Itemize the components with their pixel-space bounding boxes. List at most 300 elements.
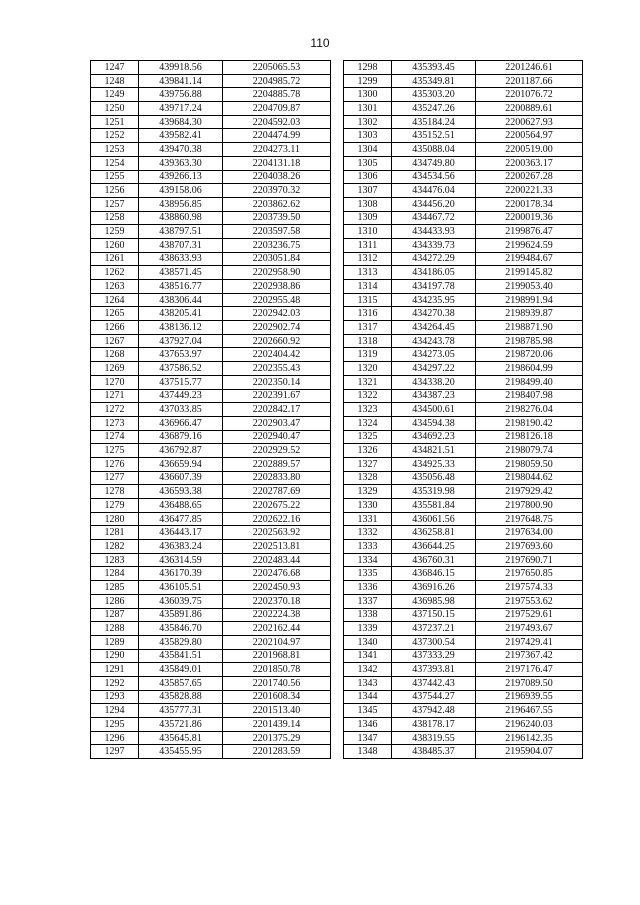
y-coordinate-cell: 2203739.50 — [223, 211, 331, 225]
y-coordinate-cell: 2200178.34 — [476, 197, 583, 211]
table-row — [344, 184, 583, 198]
table-row — [91, 622, 331, 636]
x-coordinate-cell: 434387.23 — [392, 389, 476, 403]
point-number-cell: 1296 — [91, 731, 139, 745]
y-coordinate-cell: 2198044.62 — [476, 471, 583, 485]
y-coordinate-cell: 2199876.47 — [476, 225, 583, 239]
x-coordinate-cell: 436879.16 — [139, 430, 223, 444]
y-coordinate-cell: 2200889.61 — [476, 102, 583, 116]
x-coordinate-cell: 436916.26 — [392, 581, 476, 595]
x-coordinate-cell: 434339.73 — [392, 238, 476, 252]
x-coordinate-cell: 435581.84 — [392, 499, 476, 513]
table-row — [344, 745, 583, 759]
table-row — [91, 649, 331, 663]
point-number-cell: 1267 — [91, 334, 139, 348]
x-coordinate-cell: 436105.51 — [139, 581, 223, 595]
table-row — [344, 170, 583, 184]
point-number-cell: 1326 — [344, 444, 392, 458]
x-coordinate-cell: 438319.55 — [392, 731, 476, 745]
x-coordinate-cell: 439266.13 — [139, 170, 223, 184]
table-row — [344, 266, 583, 280]
y-coordinate-cell: 2202370.18 — [223, 594, 331, 608]
point-number-cell: 1316 — [344, 307, 392, 321]
y-coordinate-cell: 2202787.69 — [223, 485, 331, 499]
table-row — [344, 225, 583, 239]
point-number-cell: 1323 — [344, 403, 392, 417]
y-coordinate-cell: 2201513.40 — [223, 704, 331, 718]
point-number-cell: 1334 — [344, 553, 392, 567]
table-row — [91, 690, 331, 704]
point-number-cell: 1258 — [91, 211, 139, 225]
table-row — [91, 375, 331, 389]
table-row — [344, 389, 583, 403]
x-coordinate-cell: 435829.80 — [139, 635, 223, 649]
x-coordinate-cell: 435088.04 — [392, 143, 476, 157]
point-number-cell: 1306 — [344, 170, 392, 184]
table-row — [91, 307, 331, 321]
y-coordinate-cell: 2202929.52 — [223, 444, 331, 458]
y-coordinate-cell: 2197367.42 — [476, 649, 583, 663]
table-row — [344, 74, 583, 88]
table-row — [344, 663, 583, 677]
y-coordinate-cell: 2197693.60 — [476, 540, 583, 554]
x-coordinate-cell: 437300.54 — [392, 635, 476, 649]
x-coordinate-cell: 436258.81 — [392, 526, 476, 540]
coordinates-table-right — [343, 60, 583, 759]
point-number-cell: 1299 — [344, 74, 392, 88]
point-number-cell: 1273 — [91, 416, 139, 430]
x-coordinate-cell: 435184.24 — [392, 115, 476, 129]
table-row — [344, 102, 583, 116]
point-number-cell: 1266 — [91, 321, 139, 335]
point-number-cell: 1257 — [91, 197, 139, 211]
y-coordinate-cell: 2201375.29 — [223, 731, 331, 745]
point-number-cell: 1279 — [91, 499, 139, 513]
point-number-cell: 1290 — [91, 649, 139, 663]
table-row — [91, 61, 331, 75]
x-coordinate-cell: 438306.44 — [139, 293, 223, 307]
y-coordinate-cell: 2195904.07 — [476, 745, 583, 759]
table-row — [91, 526, 331, 540]
y-coordinate-cell: 2202391.67 — [223, 389, 331, 403]
table-row — [91, 457, 331, 471]
point-number-cell: 1300 — [344, 88, 392, 102]
table-row — [344, 211, 583, 225]
y-coordinate-cell: 2197648.75 — [476, 512, 583, 526]
table-row — [91, 745, 331, 759]
x-coordinate-cell: 434500.61 — [392, 403, 476, 417]
x-coordinate-cell: 436039.75 — [139, 594, 223, 608]
table-row — [91, 430, 331, 444]
table-row — [344, 581, 583, 595]
table-row — [91, 635, 331, 649]
point-number-cell: 1320 — [344, 362, 392, 376]
table-row — [344, 252, 583, 266]
point-number-cell: 1325 — [344, 430, 392, 444]
y-coordinate-cell: 2204885.78 — [223, 88, 331, 102]
point-number-cell: 1261 — [91, 252, 139, 266]
x-coordinate-cell: 439363.30 — [139, 156, 223, 170]
x-coordinate-cell: 435777.31 — [139, 704, 223, 718]
point-number-cell: 1277 — [91, 471, 139, 485]
table-row — [91, 362, 331, 376]
y-coordinate-cell: 2204985.72 — [223, 74, 331, 88]
point-number-cell: 1332 — [344, 526, 392, 540]
table-row — [344, 731, 583, 745]
table-row — [344, 293, 583, 307]
y-coordinate-cell: 2197929.42 — [476, 485, 583, 499]
x-coordinate-cell: 434264.45 — [392, 321, 476, 335]
x-coordinate-cell: 439470.38 — [139, 143, 223, 157]
y-coordinate-cell: 2197429.41 — [476, 635, 583, 649]
point-number-cell: 1289 — [91, 635, 139, 649]
x-coordinate-cell: 437150.15 — [392, 608, 476, 622]
point-number-cell: 1321 — [344, 375, 392, 389]
point-number-cell: 1276 — [91, 457, 139, 471]
table-row — [344, 143, 583, 157]
point-number-cell: 1304 — [344, 143, 392, 157]
y-coordinate-cell: 2198079.74 — [476, 444, 583, 458]
table-row — [91, 444, 331, 458]
x-coordinate-cell: 436593.38 — [139, 485, 223, 499]
y-coordinate-cell: 2197089.50 — [476, 676, 583, 690]
x-coordinate-cell: 436607.39 — [139, 471, 223, 485]
x-coordinate-cell: 434476.04 — [392, 184, 476, 198]
y-coordinate-cell: 2202675.22 — [223, 499, 331, 513]
y-coordinate-cell: 2203862.62 — [223, 197, 331, 211]
y-coordinate-cell: 2202955.48 — [223, 293, 331, 307]
x-coordinate-cell: 439756.88 — [139, 88, 223, 102]
table-row — [91, 293, 331, 307]
point-number-cell: 1291 — [91, 663, 139, 677]
y-coordinate-cell: 2199624.59 — [476, 238, 583, 252]
table-row — [91, 156, 331, 170]
table-row — [344, 334, 583, 348]
table-row — [344, 540, 583, 554]
table-body — [344, 61, 583, 759]
point-number-cell: 1269 — [91, 362, 139, 376]
table-row — [91, 334, 331, 348]
x-coordinate-cell: 436061.56 — [392, 512, 476, 526]
x-coordinate-cell: 434749.80 — [392, 156, 476, 170]
table-row — [344, 444, 583, 458]
y-coordinate-cell: 2197650.85 — [476, 567, 583, 581]
y-coordinate-cell: 2202842.17 — [223, 403, 331, 417]
table-row — [344, 416, 583, 430]
x-coordinate-cell: 438178.17 — [392, 718, 476, 732]
table-row — [91, 348, 331, 362]
y-coordinate-cell: 2202902.74 — [223, 321, 331, 335]
x-coordinate-cell: 435849.01 — [139, 663, 223, 677]
table-row — [344, 553, 583, 567]
x-coordinate-cell: 437333.29 — [392, 649, 476, 663]
table-row — [91, 663, 331, 677]
y-coordinate-cell: 2200019.36 — [476, 211, 583, 225]
y-coordinate-cell: 2203051.84 — [223, 252, 331, 266]
x-coordinate-cell: 434692.23 — [392, 430, 476, 444]
point-number-cell: 1285 — [91, 581, 139, 595]
point-number-cell: 1311 — [344, 238, 392, 252]
x-coordinate-cell: 434272.29 — [392, 252, 476, 266]
x-coordinate-cell: 436314.59 — [139, 553, 223, 567]
table-row — [344, 375, 583, 389]
point-number-cell: 1331 — [344, 512, 392, 526]
x-coordinate-cell: 438633.93 — [139, 252, 223, 266]
point-number-cell: 1308 — [344, 197, 392, 211]
table-row — [91, 74, 331, 88]
point-number-cell: 1333 — [344, 540, 392, 554]
x-coordinate-cell: 438956.85 — [139, 197, 223, 211]
table-row — [344, 362, 583, 376]
point-number-cell: 1305 — [344, 156, 392, 170]
point-number-cell: 1280 — [91, 512, 139, 526]
table-row — [91, 512, 331, 526]
point-number-cell: 1310 — [344, 225, 392, 239]
y-coordinate-cell: 2202889.57 — [223, 457, 331, 471]
y-coordinate-cell: 2202104.97 — [223, 635, 331, 649]
table-row — [91, 143, 331, 157]
x-coordinate-cell: 434433.93 — [392, 225, 476, 239]
x-coordinate-cell: 435645.81 — [139, 731, 223, 745]
point-number-cell: 1284 — [91, 567, 139, 581]
y-coordinate-cell: 2199484.67 — [476, 252, 583, 266]
point-number-cell: 1251 — [91, 115, 139, 129]
table-row — [344, 129, 583, 143]
y-coordinate-cell: 2197176.47 — [476, 663, 583, 677]
y-coordinate-cell: 2200519.00 — [476, 143, 583, 157]
x-coordinate-cell: 437515.77 — [139, 375, 223, 389]
y-coordinate-cell: 2202622.16 — [223, 512, 331, 526]
x-coordinate-cell: 437927.04 — [139, 334, 223, 348]
point-number-cell: 1348 — [344, 745, 392, 759]
y-coordinate-cell: 2205065.53 — [223, 61, 331, 75]
y-coordinate-cell: 2204131.18 — [223, 156, 331, 170]
x-coordinate-cell: 434594.38 — [392, 416, 476, 430]
table-row — [344, 485, 583, 499]
point-number-cell: 1286 — [91, 594, 139, 608]
x-coordinate-cell: 438707.31 — [139, 238, 223, 252]
point-number-cell: 1315 — [344, 293, 392, 307]
y-coordinate-cell: 2201187.66 — [476, 74, 583, 88]
x-coordinate-cell: 435828.88 — [139, 690, 223, 704]
point-number-cell: 1327 — [344, 457, 392, 471]
y-coordinate-cell: 2199053.40 — [476, 280, 583, 294]
table-row — [344, 718, 583, 732]
y-coordinate-cell: 2197800.90 — [476, 499, 583, 513]
table-row — [91, 704, 331, 718]
y-coordinate-cell: 2197634.00 — [476, 526, 583, 540]
y-coordinate-cell: 2202940.47 — [223, 430, 331, 444]
y-coordinate-cell: 2201439.14 — [223, 718, 331, 732]
point-number-cell: 1345 — [344, 704, 392, 718]
y-coordinate-cell: 2198604.99 — [476, 362, 583, 376]
y-coordinate-cell: 2202350.14 — [223, 375, 331, 389]
point-number-cell: 1247 — [91, 61, 139, 75]
table-row — [344, 567, 583, 581]
table-row — [91, 88, 331, 102]
point-number-cell: 1293 — [91, 690, 139, 704]
table-row — [344, 649, 583, 663]
table-row — [344, 321, 583, 335]
point-number-cell: 1343 — [344, 676, 392, 690]
table-row — [91, 115, 331, 129]
y-coordinate-cell: 2200627.93 — [476, 115, 583, 129]
point-number-cell: 1295 — [91, 718, 139, 732]
point-number-cell: 1324 — [344, 416, 392, 430]
y-coordinate-cell: 2198785.98 — [476, 334, 583, 348]
x-coordinate-cell: 437586.52 — [139, 362, 223, 376]
y-coordinate-cell: 2203970.32 — [223, 184, 331, 198]
y-coordinate-cell: 2201850.78 — [223, 663, 331, 677]
x-coordinate-cell: 437942.48 — [392, 704, 476, 718]
x-coordinate-cell: 436985.98 — [392, 594, 476, 608]
point-number-cell: 1248 — [91, 74, 139, 88]
x-coordinate-cell: 434235.95 — [392, 293, 476, 307]
y-coordinate-cell: 2202476.68 — [223, 567, 331, 581]
point-number-cell: 1264 — [91, 293, 139, 307]
point-number-cell: 1342 — [344, 663, 392, 677]
y-coordinate-cell: 2198059.50 — [476, 457, 583, 471]
y-coordinate-cell: 2204709.87 — [223, 102, 331, 116]
x-coordinate-cell: 434467.72 — [392, 211, 476, 225]
x-coordinate-cell: 435721.86 — [139, 718, 223, 732]
y-coordinate-cell: 2202958.90 — [223, 266, 331, 280]
x-coordinate-cell: 438797.51 — [139, 225, 223, 239]
coordinates-table-left — [90, 60, 331, 759]
y-coordinate-cell: 2202450.93 — [223, 581, 331, 595]
x-coordinate-cell: 436792.87 — [139, 444, 223, 458]
point-number-cell: 1344 — [344, 690, 392, 704]
point-number-cell: 1294 — [91, 704, 139, 718]
y-coordinate-cell: 2198499.40 — [476, 375, 583, 389]
x-coordinate-cell: 435349.81 — [392, 74, 476, 88]
point-number-cell: 1298 — [344, 61, 392, 75]
point-number-cell: 1268 — [91, 348, 139, 362]
point-number-cell: 1270 — [91, 375, 139, 389]
x-coordinate-cell: 435303.20 — [392, 88, 476, 102]
point-number-cell: 1249 — [91, 88, 139, 102]
y-coordinate-cell: 2196467.55 — [476, 704, 583, 718]
table-row — [91, 567, 331, 581]
x-coordinate-cell: 434456.20 — [392, 197, 476, 211]
y-coordinate-cell: 2201076.72 — [476, 88, 583, 102]
y-coordinate-cell: 2197574.33 — [476, 581, 583, 595]
y-coordinate-cell: 2200564.97 — [476, 129, 583, 143]
table-row — [91, 211, 331, 225]
x-coordinate-cell: 436443.17 — [139, 526, 223, 540]
x-coordinate-cell: 437033.85 — [139, 403, 223, 417]
y-coordinate-cell: 2200363.17 — [476, 156, 583, 170]
x-coordinate-cell: 435846.70 — [139, 622, 223, 636]
x-coordinate-cell: 438571.45 — [139, 266, 223, 280]
x-coordinate-cell: 437393.81 — [392, 663, 476, 677]
table-row — [344, 676, 583, 690]
y-coordinate-cell: 2201246.61 — [476, 61, 583, 75]
point-number-cell: 1282 — [91, 540, 139, 554]
point-number-cell: 1274 — [91, 430, 139, 444]
y-coordinate-cell: 2200267.28 — [476, 170, 583, 184]
y-coordinate-cell: 2204592.03 — [223, 115, 331, 129]
point-number-cell: 1347 — [344, 731, 392, 745]
table-row — [91, 170, 331, 184]
table-row — [91, 403, 331, 417]
point-number-cell: 1309 — [344, 211, 392, 225]
y-coordinate-cell: 2202942.03 — [223, 307, 331, 321]
point-number-cell: 1302 — [344, 115, 392, 129]
point-number-cell: 1319 — [344, 348, 392, 362]
table-row — [344, 88, 583, 102]
y-coordinate-cell: 2200221.33 — [476, 184, 583, 198]
point-number-cell: 1263 — [91, 280, 139, 294]
y-coordinate-cell: 2202938.86 — [223, 280, 331, 294]
y-coordinate-cell: 2196240.03 — [476, 718, 583, 732]
table-row — [344, 471, 583, 485]
x-coordinate-cell: 435841.51 — [139, 649, 223, 663]
point-number-cell: 1250 — [91, 102, 139, 116]
table-row — [91, 731, 331, 745]
table-row — [91, 197, 331, 211]
point-number-cell: 1272 — [91, 403, 139, 417]
table-row — [91, 266, 331, 280]
point-number-cell: 1287 — [91, 608, 139, 622]
x-coordinate-cell: 436488.65 — [139, 499, 223, 513]
table-row — [344, 115, 583, 129]
point-number-cell: 1278 — [91, 485, 139, 499]
y-coordinate-cell: 2202404.42 — [223, 348, 331, 362]
y-coordinate-cell: 2202513.81 — [223, 540, 331, 554]
point-number-cell: 1336 — [344, 581, 392, 595]
point-number-cell: 1314 — [344, 280, 392, 294]
x-coordinate-cell: 438516.77 — [139, 280, 223, 294]
point-number-cell: 1262 — [91, 266, 139, 280]
point-number-cell: 1260 — [91, 238, 139, 252]
y-coordinate-cell: 2197529.61 — [476, 608, 583, 622]
y-coordinate-cell: 2202833.80 — [223, 471, 331, 485]
table-row — [344, 280, 583, 294]
point-number-cell: 1301 — [344, 102, 392, 116]
point-number-cell: 1329 — [344, 485, 392, 499]
y-coordinate-cell: 2197690.71 — [476, 553, 583, 567]
table-row — [344, 348, 583, 362]
x-coordinate-cell: 436760.31 — [392, 553, 476, 567]
table-row — [91, 280, 331, 294]
table-row — [344, 690, 583, 704]
y-coordinate-cell: 2202483.44 — [223, 553, 331, 567]
table-row — [344, 61, 583, 75]
x-coordinate-cell: 434273.05 — [392, 348, 476, 362]
table-row — [344, 499, 583, 513]
y-coordinate-cell: 2204038.26 — [223, 170, 331, 184]
x-coordinate-cell: 435056.48 — [392, 471, 476, 485]
y-coordinate-cell: 2198871.90 — [476, 321, 583, 335]
y-coordinate-cell: 2198991.94 — [476, 293, 583, 307]
table-body — [91, 61, 331, 759]
point-number-cell: 1275 — [91, 444, 139, 458]
y-coordinate-cell: 2202355.43 — [223, 362, 331, 376]
table-row — [91, 225, 331, 239]
x-coordinate-cell: 436659.94 — [139, 457, 223, 471]
table-row — [344, 635, 583, 649]
x-coordinate-cell: 439918.56 — [139, 61, 223, 75]
x-coordinate-cell: 439684.30 — [139, 115, 223, 129]
x-coordinate-cell: 434534.56 — [392, 170, 476, 184]
table-row — [344, 512, 583, 526]
x-coordinate-cell: 434821.51 — [392, 444, 476, 458]
x-coordinate-cell: 434186.05 — [392, 266, 476, 280]
x-coordinate-cell: 438205.41 — [139, 307, 223, 321]
x-coordinate-cell: 435891.86 — [139, 608, 223, 622]
y-coordinate-cell: 2201283.59 — [223, 745, 331, 759]
